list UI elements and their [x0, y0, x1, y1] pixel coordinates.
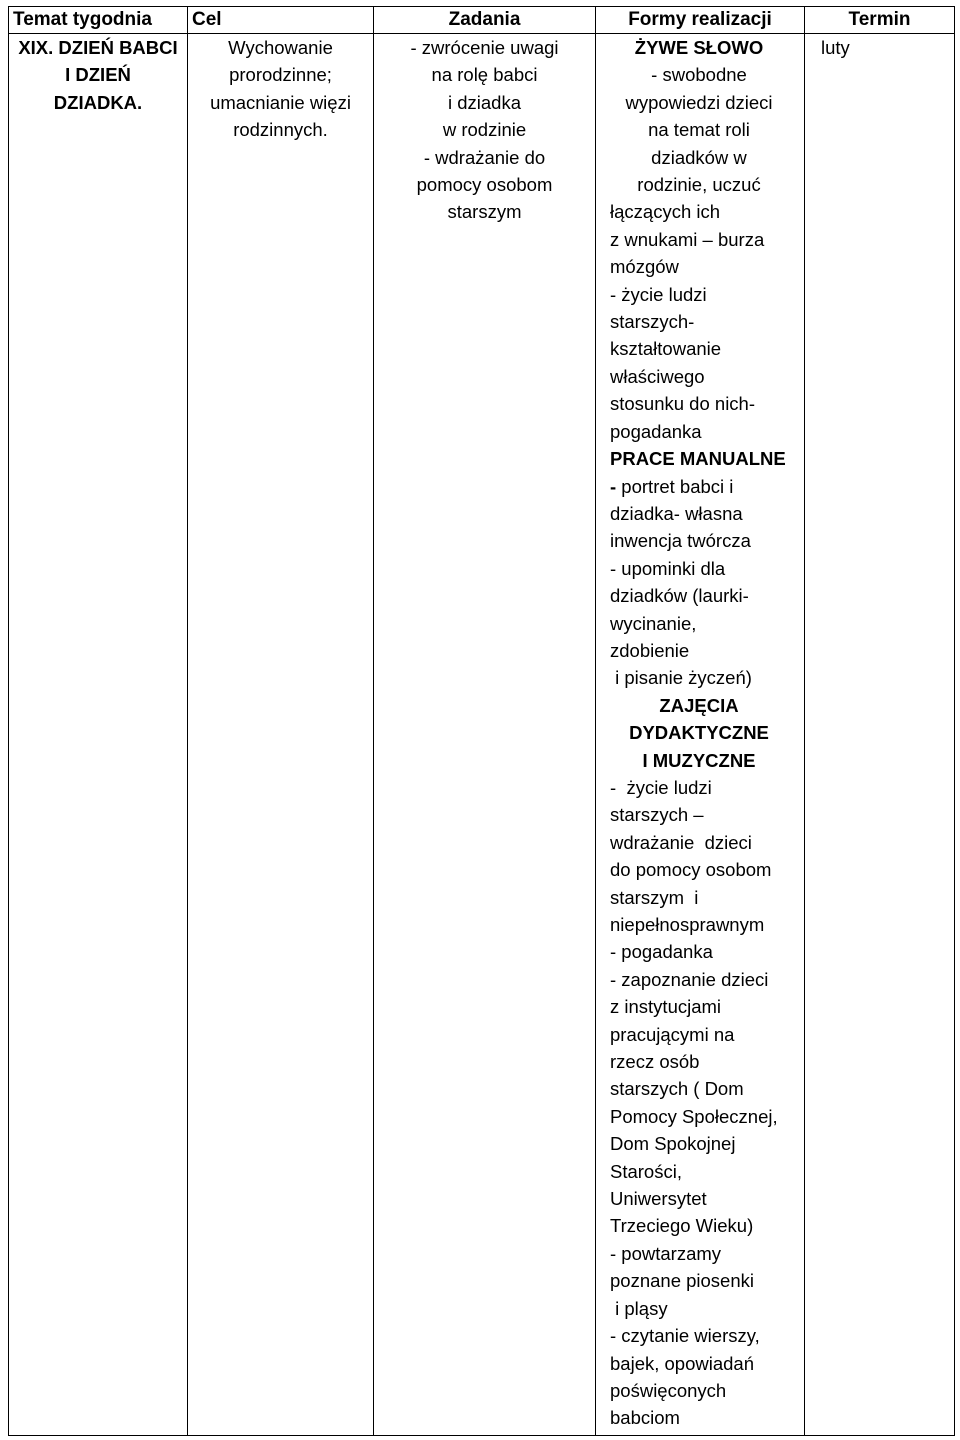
formy-line: wdrażanie dzieci [610, 831, 752, 853]
formy-line: - życie ludzi [610, 283, 707, 305]
formy-line: inwencja twórcza [610, 530, 751, 552]
formy-line: i pisanie życzeń) [610, 667, 752, 689]
formy-line: pracującymi na [610, 1023, 735, 1045]
header-zadania: Zadania [374, 7, 596, 34]
formy-line: - pogadanka [610, 941, 713, 963]
formy-line-text: portret babci i [616, 475, 734, 497]
formy-line: właściwego [610, 365, 705, 387]
table-row [9, 34, 955, 1436]
formy-line: wycinanie, [610, 612, 697, 634]
header-termin: Termin [805, 7, 955, 34]
zywe-slowo-heading: ŻYWE SŁOWO [634, 37, 764, 58]
cel-cell [188, 34, 374, 1436]
formy-line: Pomocy Społecznej, [610, 1105, 778, 1127]
formy-line: poznane piosenki [610, 1270, 754, 1292]
temat-line: I DZIEŃ [65, 64, 131, 86]
formy-line: do pomocy osobom [610, 859, 772, 881]
formy-line: mózgów [610, 256, 679, 278]
header-temat: Temat tygodnia [9, 7, 188, 34]
zadania-line: starszym [447, 201, 522, 223]
header-cel: Cel [188, 7, 374, 34]
termin-value: luty [821, 37, 850, 58]
formy-line: niepełnosprawnym [610, 914, 765, 935]
zadania-line: - wdrażanie do [423, 146, 546, 168]
formy-line: Uniwersytet [610, 1188, 707, 1210]
formy-line: starszym i [610, 886, 699, 908]
formy-line: - upominki dla [610, 557, 726, 579]
formy-line: - zapoznanie dzieci [610, 968, 769, 990]
formy-line: na temat roli [648, 119, 750, 141]
formy-line: pogadanka [610, 420, 702, 442]
formy-line: Dom Spokojnej [610, 1133, 736, 1155]
formy-line: poświęconych [610, 1379, 727, 1401]
cel-line: prorodzinne; [229, 64, 332, 86]
formy-line: - powtarzamy [610, 1242, 722, 1264]
formy-line: łączących ich [610, 201, 721, 223]
formy-line: - swobodne [651, 64, 747, 86]
formy-line: dziadków (laurki- [610, 585, 749, 607]
formy-cell [596, 34, 805, 1436]
formy-line: i pląsy [610, 1297, 668, 1319]
cel-line: rodzinnych. [233, 119, 328, 141]
zajecia-heading: ZAJĘCIA [659, 694, 739, 716]
zadania-line: - zwrócenie uwagi [410, 37, 559, 58]
formy-dash: - [610, 475, 617, 497]
prace-manualne-heading: PRACE MANUALNE [610, 448, 786, 470]
formy-line: - życie ludzi [610, 776, 712, 798]
formy-line: bajek, opowiadań [610, 1352, 754, 1374]
formy-line: zdobienie [610, 639, 690, 661]
formy-line: dziadka- własna [610, 502, 743, 524]
formy-line: - czytanie wierszy, [610, 1325, 760, 1347]
header-formy: Formy realizacji [596, 7, 805, 34]
cel-line: Wychowanie [228, 37, 333, 58]
formy-line [610, 473, 804, 500]
formy-line: rzecz osób [610, 1051, 700, 1073]
header-row [9, 7, 955, 34]
formy-line: rodzinie, uczuć [637, 174, 761, 196]
termin-cell [805, 34, 955, 1436]
formy-line: starszych ( Dom [610, 1078, 744, 1100]
formy-line: kształtowanie [610, 338, 722, 360]
formy-line: Trzeciego Wieku) [610, 1215, 754, 1237]
zajecia-heading: DYDAKTYCZNE [629, 722, 769, 744]
temat-line: DZIADKA. [53, 91, 143, 113]
formy-line: starszych – [610, 804, 704, 826]
formy-line: starszych- [610, 311, 695, 333]
formy-line: babciom [610, 1407, 680, 1429]
temat-line: XIX. DZIEŃ BABCI [18, 37, 178, 58]
formy-line: z instytucjami [610, 996, 722, 1018]
formy-line: wypowiedzi dzieci [625, 91, 773, 113]
formy-line: stosunku do nich- [610, 393, 756, 415]
formy-line: Starości, [610, 1160, 682, 1182]
zadania-line: i dziadka [447, 91, 521, 113]
plan-table [8, 6, 955, 1436]
zajecia-heading: I MUZYCZNE [642, 749, 756, 771]
zadania-line: w rodzinie [442, 119, 527, 141]
zadania-line: na rolę babci [431, 64, 538, 86]
cel-line: umacnianie więzi [210, 91, 351, 113]
temat-cell [9, 34, 188, 1436]
zadania-cell [374, 34, 596, 1436]
formy-line: z wnukami – burza [610, 228, 765, 250]
zadania-line: pomocy osobom [416, 174, 553, 196]
formy-line: dziadków w [651, 146, 747, 168]
